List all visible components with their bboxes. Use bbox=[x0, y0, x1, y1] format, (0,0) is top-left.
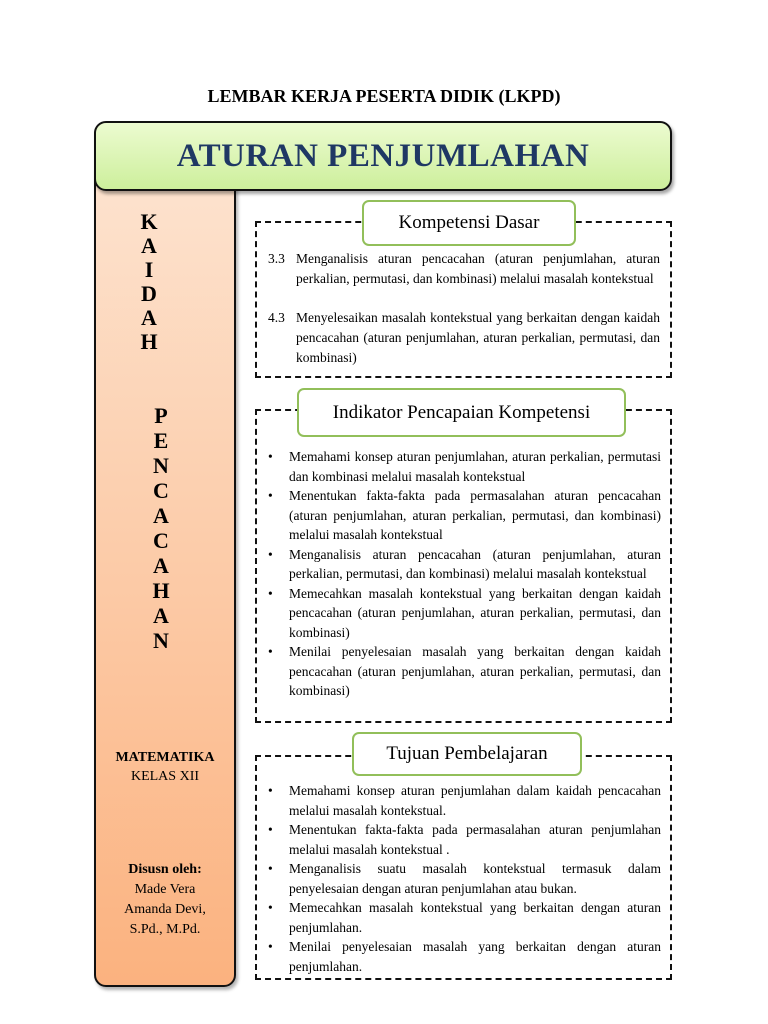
sidebar-letter: A bbox=[153, 603, 169, 628]
sidebar-letter: D bbox=[141, 281, 157, 306]
tujuan-label: Tujuan Pembelajaran bbox=[352, 732, 582, 776]
sidebar-letter: A bbox=[153, 503, 169, 528]
sidebar-letter: A bbox=[141, 305, 157, 330]
list-item: • Menganalisis suatu masalah kontekstual termasuk dalam penyelesaian dengan aturan penjumlahan atau bukan. bbox=[268, 861, 661, 896]
list-item: • Menilai penyelesaian masalah yang berkaitan dengan aturan penjumlahan. bbox=[268, 939, 661, 974]
grade-level: KELAS XII bbox=[130, 769, 200, 784]
sidebar-letter: N bbox=[153, 628, 169, 653]
sidebar-letter: E bbox=[153, 428, 169, 453]
list-item: • Menentukan fakta-fakta pada permasalahan aturan pencacahan (aturan penjumlahan, aturan perkalian, permutasi, dan kombinasi) melalui masalah kontekstual bbox=[268, 488, 661, 542]
sidebar-letter: C bbox=[153, 478, 169, 503]
list-item: • Memahami konsep aturan penjumlahan dalam kaidah pencacahan melalui masalah kontekstual. bbox=[268, 783, 661, 818]
list-item: • Memahami konsep aturan penjumlahan, aturan perkalian, permutasi dan kombinasi melalui masalah kontekstual bbox=[268, 449, 661, 484]
kd-number: 3.3 bbox=[268, 251, 285, 266]
sidebar-letter: H bbox=[152, 578, 170, 603]
author-line: Amanda Devi, bbox=[124, 902, 206, 917]
kd-item bbox=[268, 308, 660, 368]
sidebar-letter: A bbox=[141, 233, 157, 258]
sidebar-letter: C bbox=[153, 528, 169, 553]
document-header: LEMBAR KERJA PESERTA DIDIK (LKPD) bbox=[207, 86, 561, 106]
list-item: • Menilai penyelesaian masalah yang berkaitan dengan kaidah pencacahan (aturan penjumlahan, aturan perkalian, permutasi, dan kombinasi) bbox=[268, 644, 661, 698]
sidebar-panel bbox=[94, 168, 236, 987]
sidebar-letter: A bbox=[153, 553, 169, 578]
sidebar-letter: P bbox=[154, 403, 168, 428]
kd-text: Menyelesaikan masalah kontekstual yang berkaitan dengan kaidah pencacahan (aturan penjumlahan, aturan perkalian, permutasi, dan kombinasi) bbox=[296, 310, 660, 365]
list-item: • Menentukan fakta-fakta pada permasalahan aturan penjumlahan melalui masalah kontekstual . bbox=[268, 822, 661, 857]
banner-title: ATURAN PENJUMLAHAN bbox=[176, 137, 590, 174]
author-line: Made Vera bbox=[134, 882, 196, 897]
list-item: • Menganalisis aturan pencacahan (aturan penjumlahan, aturan perkalian, permutasi, dan kombinasi) melalui masalah kontekstual bbox=[268, 546, 661, 581]
sidebar-letter: K bbox=[140, 209, 158, 234]
sidebar-letter: H bbox=[140, 329, 158, 354]
title-banner bbox=[94, 121, 672, 191]
list-item: • Memecahkan masalah kontekstual yang berkaitan dengan aturan penjumlahan. bbox=[268, 900, 661, 935]
subject-name: MATEMATIKA bbox=[115, 750, 215, 765]
sidebar-letter: I bbox=[144, 257, 154, 282]
tujuan-list bbox=[268, 781, 661, 976]
author-line: S.Pd., M.Pd. bbox=[129, 922, 201, 937]
kompetensi-dasar-label: Kompetensi Dasar bbox=[362, 200, 576, 246]
kd-text: Menganalisis aturan pencacahan (aturan penjumlahan, aturan perkalian, permutasi, dan kombinasi) melalui masalah kontekstual bbox=[296, 251, 660, 286]
indikator-label: Indikator Pencapaian Kompetensi bbox=[297, 388, 626, 437]
sidebar-letter: N bbox=[153, 453, 169, 478]
author-label: Disusn oleh: bbox=[128, 862, 202, 877]
indikator-list bbox=[268, 447, 661, 701]
list-item: • Memecahkan masalah kontekstual yang berkaitan dengan kaidah pencacahan (aturan penjumlahan, aturan perkalian, permutasi, dan kombinasi) bbox=[268, 585, 661, 640]
kd-number: 4.3 bbox=[268, 310, 285, 325]
kd-item bbox=[268, 249, 660, 289]
